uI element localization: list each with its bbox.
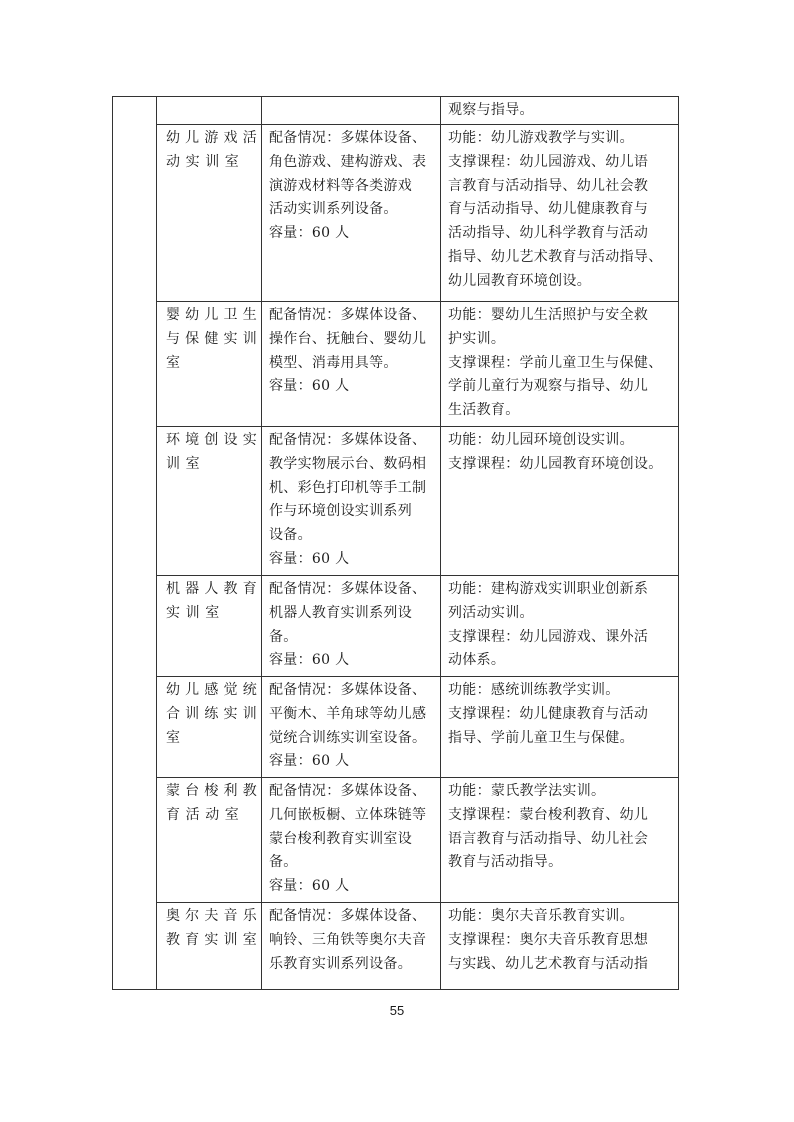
function-line: 护实训。 (448, 330, 506, 347)
function-cell (441, 302, 679, 427)
equipment-line: 配备情况：多媒体设备、 (269, 432, 427, 448)
equipment-line: 蒙台梭利教育实训室设 (269, 830, 412, 847)
function-cell (441, 125, 679, 302)
function-line: 功能：幼儿园环境创设实训。 (448, 432, 634, 448)
equipment-line: 备。 (269, 854, 298, 871)
room-name-line: 教育实训室 (166, 931, 257, 948)
function-line: 活动指导、幼儿科学教育与活动 (448, 225, 649, 242)
function-cell (441, 778, 679, 903)
function-line: 幼儿园教育环境创设。 (448, 272, 591, 289)
table-row (113, 302, 679, 427)
function-line: 生活教育。 (448, 402, 520, 419)
room-name-cell (157, 576, 262, 677)
equipment-line: 容量：60 人 (269, 753, 350, 770)
room-name-line: 机器人教育 (166, 581, 257, 597)
function-line: 功能：幼儿游戏教学与实训。 (448, 130, 634, 146)
table-row (113, 125, 679, 302)
function-line: 与实践、幼儿艺术教育与活动指 (448, 955, 649, 972)
function-cell (441, 903, 679, 990)
function-line: 学前儿童行为观察与指导、幼儿 (448, 378, 649, 395)
equipment-line: 觉统合训练实训室设备。 (269, 729, 427, 746)
equipment-line: 容量：60 人 (269, 652, 350, 669)
table-row (113, 677, 679, 778)
equipment-line: 配备情况：多媒体设备、 (269, 908, 427, 924)
room-name-cell (157, 903, 262, 990)
room-name-line: 合训练实训 (166, 705, 257, 722)
function-line: 指导、幼儿艺术教育与活动指导、 (448, 248, 663, 265)
room-name-line: 训室 (166, 455, 206, 472)
function-line: 指导、学前儿童卫生与保健。 (448, 729, 634, 746)
room-name-line: 实训室 (166, 604, 225, 621)
function-line: 支撑课程：幼儿园教育环境创设。 (448, 455, 663, 472)
room-name-cell (157, 125, 262, 302)
function-line: 功能：蒙氏教学法实训。 (448, 783, 606, 799)
function-cell (441, 677, 679, 778)
equipment-line: 活动实训系列设备。 (269, 201, 398, 218)
equipment-line: 机、彩色打印机等手工制 (269, 479, 427, 496)
table-row (113, 903, 679, 990)
equipment-line: 配备情况：多媒体设备、 (269, 307, 427, 323)
equipment-line: 备。 (269, 628, 298, 645)
equipment-line: 容量：60 人 (269, 878, 350, 895)
equipment-line: 容量：60 人 (269, 378, 350, 395)
equipment-line: 配备情况：多媒体设备、 (269, 682, 427, 698)
function-cell (441, 97, 679, 125)
function-line: 支撑课程：学前儿童卫生与保健、 (448, 354, 663, 371)
function-line: 育与活动指导、幼儿健康教育与 (448, 201, 649, 218)
room-name-line: 育活动室 (166, 806, 245, 823)
room-name-line: 蒙台梭利教 (166, 783, 257, 799)
function-cell (441, 427, 679, 576)
function-line: 动体系。 (448, 652, 506, 669)
equipment-line: 几何嵌板橱、立体珠链等 (269, 806, 427, 823)
room-name-line: 室 (166, 354, 186, 371)
function-cell (441, 576, 679, 677)
training-rooms-table (112, 96, 679, 990)
equipment-line: 机器人教育实训系列设 (269, 604, 412, 621)
equipment-cell (262, 576, 441, 677)
function-line: 支撑课程：幼儿园游戏、幼儿语 (448, 153, 649, 170)
function-line: 支撑课程：幼儿健康教育与活动 (448, 705, 649, 722)
function-line: 教育与活动指导。 (448, 854, 563, 871)
room-name-line: 婴幼儿卫生 (166, 307, 257, 323)
equipment-line: 设备。 (269, 527, 312, 544)
equipment-line: 模型、消毒用具等。 (269, 354, 398, 371)
equipment-cell (262, 677, 441, 778)
room-name-line: 幼儿感觉统 (166, 682, 257, 698)
function-line: 支撑课程：蒙台梭利教育、幼儿 (448, 806, 649, 823)
equipment-cell (262, 302, 441, 427)
equipment-line: 角色游戏、建构游戏、表 (269, 153, 427, 170)
room-name-cell (157, 302, 262, 427)
function-line: 支撑课程：幼儿园游戏、课外活 (448, 628, 649, 645)
equipment-line: 教学实物展示台、数码相 (269, 455, 427, 472)
room-name-cell (157, 427, 262, 576)
equipment-line: 操作台、抚触台、婴幼儿 (269, 330, 427, 347)
equipment-line: 配备情况：多媒体设备、 (269, 783, 427, 799)
category-cell (113, 97, 157, 990)
equipment-line: 容量：60 人 (269, 225, 350, 242)
equipment-line: 平衡木、羊角球等幼儿感 (269, 705, 427, 722)
function-line: 观察与指导。 (448, 102, 534, 118)
equipment-line: 响铃、三角铁等奥尔夫音 (269, 931, 427, 948)
room-name-line: 室 (166, 729, 186, 746)
function-line: 言教育与活动指导、幼儿社会教 (448, 177, 649, 194)
room-name-cell (157, 778, 262, 903)
equipment-cell (262, 97, 441, 125)
table-row (113, 576, 679, 677)
room-name-line: 幼儿游戏活 (166, 130, 257, 146)
room-name-cell (157, 97, 262, 125)
room-name-line: 动实训室 (166, 153, 245, 170)
function-line: 支撑课程：奥尔夫音乐教育思想 (448, 931, 649, 948)
room-name-line: 环境创设实 (166, 432, 257, 448)
page-number: 55 (389, 1003, 405, 1018)
equipment-line: 作与环境创设实训系列 (269, 503, 412, 520)
equipment-cell (262, 903, 441, 990)
room-name-line: 奥尔夫音乐 (166, 908, 257, 924)
function-line: 功能：奥尔夫音乐教育实训。 (448, 908, 634, 924)
function-line: 功能：建构游戏实训职业创新系 (448, 581, 649, 597)
function-line: 语言教育与活动指导、幼儿社会 (448, 830, 649, 847)
function-line: 列活动实训。 (448, 604, 534, 621)
equipment-cell (262, 778, 441, 903)
room-name-cell (157, 677, 262, 778)
equipment-cell (262, 125, 441, 302)
equipment-line: 配备情况：多媒体设备、 (269, 130, 427, 146)
room-name-line: 与保健实训 (166, 330, 257, 347)
table-body (113, 97, 679, 990)
table-row (113, 778, 679, 903)
equipment-line: 配备情况：多媒体设备、 (269, 581, 427, 597)
table-row (113, 427, 679, 576)
equipment-line: 乐教育实训系列设备。 (269, 955, 412, 972)
function-line: 功能：感统训练教学实训。 (448, 682, 620, 698)
equipment-line: 容量：60 人 (269, 550, 350, 567)
function-line: 功能：婴幼儿生活照护与安全救 (448, 307, 649, 323)
equipment-line: 演游戏材料等各类游戏 (269, 177, 412, 194)
table-row-continued (113, 97, 679, 125)
equipment-cell (262, 427, 441, 576)
